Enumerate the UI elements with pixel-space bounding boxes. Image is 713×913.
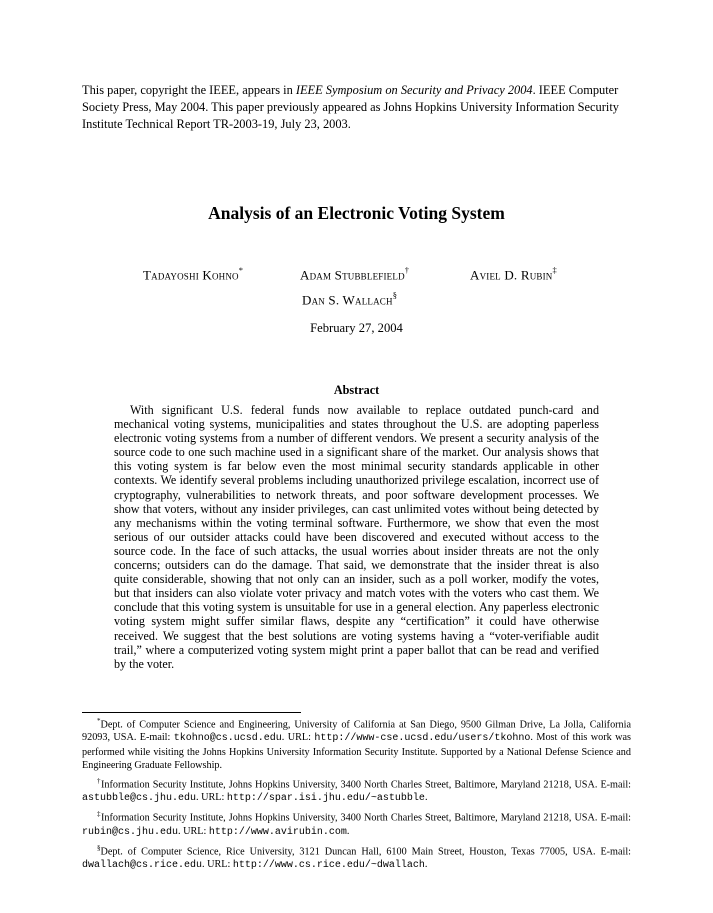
author-wallach bbox=[302, 291, 397, 308]
footnote-kohno bbox=[82, 715, 631, 772]
footnote-url: http://www-cse.ucsd.edu/users/tkohno bbox=[314, 733, 531, 745]
author-name: Tadayoshi Kohno bbox=[143, 267, 239, 283]
footnote-mark: § bbox=[97, 843, 101, 852]
footnote-url-label: . URL: bbox=[281, 732, 315, 744]
footnote-mark: ‡ bbox=[97, 810, 102, 819]
paper-title: Analysis of an Electronic Voting System bbox=[208, 203, 505, 223]
author-rubin bbox=[470, 266, 557, 283]
footnote-stubblefield bbox=[82, 775, 631, 806]
footnote-rule bbox=[82, 712, 301, 713]
notice-suffix: . IEEE Computer Society Press, May 2004. This paper previously appeared as Johns Hopkins University Information Security Institute Technical Report TR-2003-19, July 23, 2003. bbox=[82, 83, 619, 131]
footnote-url: http://www.avirubin.com bbox=[208, 826, 347, 838]
author-mark: † bbox=[404, 265, 410, 275]
footnote-after: . Most of this work was performed while visiting the Johns Hopkins University Information Security Institute. Supported by a National Defense Science and Engineering Graduate Fellowship. bbox=[82, 732, 631, 771]
footnote-url: http://spar.isi.jhu.edu/~astubble bbox=[226, 793, 425, 805]
author-name: Dan S. Wallach bbox=[302, 292, 393, 308]
abstract-text: With significant U.S. federal funds now available to replace outdated punch-card and mechanical voting systems, municipalities and states throughout the U.S. are adopting paperless electronic voting systems from a number of different vendors. We present a security analysis of the source code to one such machine used in a significant share of the market. Our analysis shows that this voting system is far below even the most minimal security standards applicable in other contexts. We identify several problems including unauthorized privilege escalation, incorrect use of cryptography, vulnerabilities to network threats, and poor software development processes. We show that voters, without any insider privileges, can cast unlimited votes without being detected by any mechanisms within the voting terminal software. Furthermore, we show that even the most serious of our outsider attacks could have been discovered and executed without access to the source code. In the face of such attacks, the usual worries about insider threats are not the only concerns; outsiders can do the damage. That said, we demonstrate that the insider threat is also quite considerable, showing that not only can an insider, such as a poll worker, modify the votes, but that insiders can also violate voter privacy and match votes with the voters who cast them. We conclude that this voting system is unsuitable for use in a general election. Any paperless electronic voting system might suffer similar flaws, despite any “certification” it could have otherwise received. We suggest that the best solutions are voting systems having a “voter-verifiable audit trail,” where a computerized voting system might print a paper ballot that can be read and verified by the voter. bbox=[114, 403, 599, 671]
footnotes bbox=[82, 715, 631, 876]
footnote-rubin bbox=[82, 808, 631, 839]
footnote-mark: † bbox=[97, 776, 102, 785]
footnote-email: dwallach@cs.rice.edu bbox=[82, 860, 203, 872]
footnote-mark: * bbox=[97, 717, 101, 725]
author-name: Aviel D. Rubin bbox=[470, 267, 553, 283]
author-mark: § bbox=[392, 290, 398, 300]
footnote-email: rubin@cs.jhu.edu bbox=[82, 826, 179, 838]
footnote-text: Information Security Institute, Johns Hopkins University, 3400 North Charles Street, Baltimore, Maryland 21218, USA. E-mail: bbox=[101, 779, 631, 791]
footnote-after: . bbox=[424, 792, 428, 804]
footnote-after: . bbox=[424, 859, 428, 871]
footnote-email: astubble@cs.jhu.edu bbox=[82, 793, 197, 805]
footnote-email: tkohno@cs.ucsd.edu bbox=[173, 733, 282, 745]
notice-prefix: This paper, copyright the IEEE, appears in bbox=[82, 83, 296, 97]
footnote-url: http://www.cs.rice.edu/~dwallach bbox=[232, 860, 425, 872]
footnote-text: Dept. of Computer Science and Engineering, University of California at San Diego, 9500 Gilman Drive, La Jolla, California 92093, USA. E-mail: bbox=[82, 719, 631, 744]
footnote-after: . bbox=[346, 825, 350, 837]
author-kohno bbox=[143, 266, 243, 283]
copyright-notice bbox=[82, 82, 634, 133]
author-name: Adam Stubblefield bbox=[300, 267, 405, 283]
footnote-text: Dept. of Computer Science, Rice University, 3121 Duncan Hall, 6100 Main Street, Houston, Texas 77005, USA. E-mail: bbox=[100, 846, 631, 858]
author-mark: * bbox=[238, 265, 244, 275]
author-stubblefield bbox=[300, 266, 409, 283]
footnote-url-label: . URL: bbox=[178, 825, 209, 837]
publication-date: February 27, 2004 bbox=[310, 321, 403, 335]
footnote-url-label: . URL: bbox=[202, 859, 233, 871]
notice-venue: IEEE Symposium on Security and Privacy 2004 bbox=[295, 83, 533, 97]
footnote-wallach bbox=[82, 842, 631, 873]
footnote-text: Information Security Institute, Johns Hopkins University, 3400 North Charles Street, Baltimore, Maryland 21218, USA. E-mail: bbox=[101, 812, 631, 824]
author-mark: ‡ bbox=[552, 265, 557, 275]
footnote-url-label: . URL: bbox=[196, 792, 227, 804]
abstract-heading: Abstract bbox=[333, 383, 380, 397]
